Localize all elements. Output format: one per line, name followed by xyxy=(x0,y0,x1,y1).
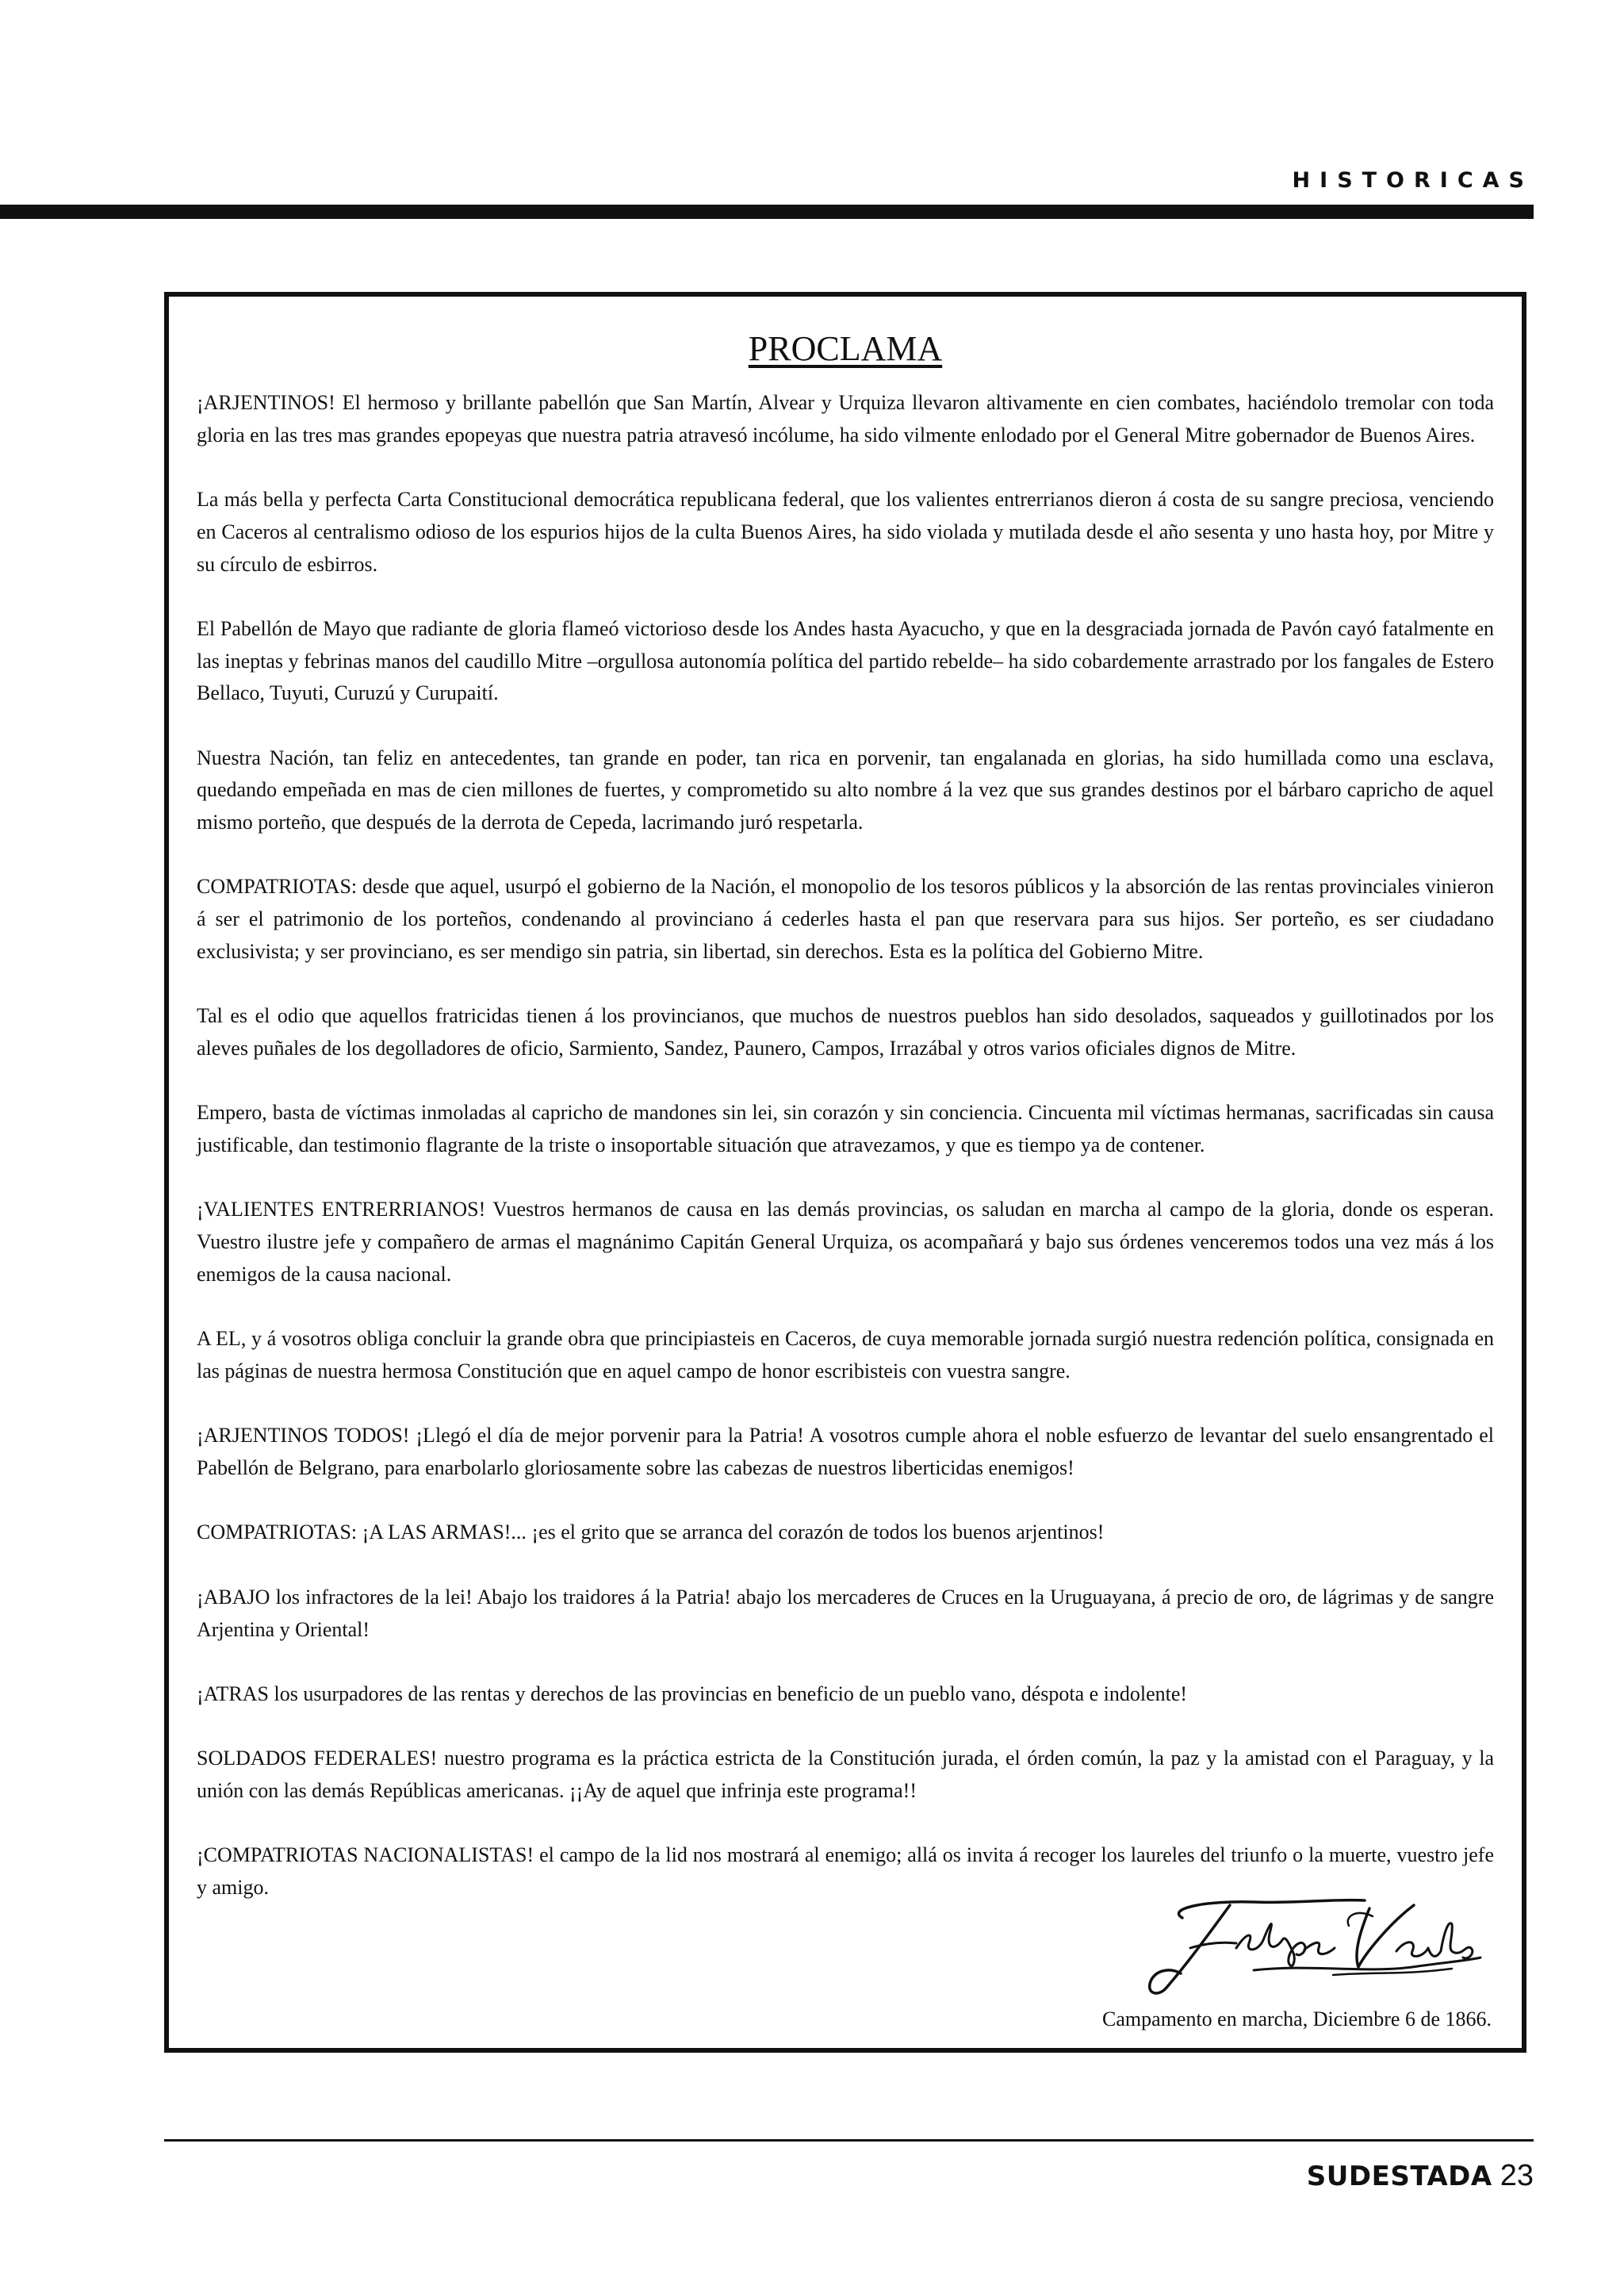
magazine-name: SUDESTADA xyxy=(1306,2161,1492,2192)
footer xyxy=(1307,2159,1534,2191)
paragraph: ¡ARJENTINOS! El hermoso y brillante pabellón que San Martín, Alvear y Urquiza llevaron altivamente en cien combates, haciéndolo tremolar con toda gloria en las tres mas grandes epopeyas que nuestra patria atravesó incólume, ha sido vilmente enlodado por el General Mitre gobernador de Buenos Aires. xyxy=(197,391,1494,447)
paragraph: La más bella y perfecta Carta Constitucional democrática republicana federal, que los valientes entrerrianos dieron á costa de su sangre preciosa, venciendo en Caceros al centralismo odioso de los espurios hijos de la culta Buenos Aires, ha sido violada y mutilada desde el año sesenta y uno hasta hoy, por Mitre y su círculo de esbirros. xyxy=(197,488,1494,576)
section-label: HISTORICAS xyxy=(1292,168,1534,193)
header-rule xyxy=(0,205,1534,219)
paragraph: ¡ARJENTINOS TODOS! ¡Llegó el día de mejor porvenir para la Patria! A vosotros cumple ahora el noble esfuerzo de levantar del suelo ensangrentado el Pabellón de Belgrano, para enarbolarlo gloriosamente sobre las cabezas de nuestros liberticidas enemigos! xyxy=(197,1424,1494,1480)
paragraph: Nuestra Nación, tan feliz en antecedentes, tan grande en poder, tan rica en porvenir, tan engalanada en glorias, ha sido humillada como una esclava, quedando empeñada en mas de cien millones de fuertes, y comprometido su alto nombre á la vez que sus grandes destinos por el bárbaro capricho de aquel mismo porteño, que después de la derrota de Cepeda, lacrimando juró respetarla. xyxy=(197,746,1494,834)
proclama-frame xyxy=(164,292,1526,2053)
signature xyxy=(1135,1885,1484,2004)
page-number: 23 xyxy=(1500,2159,1534,2192)
paragraph: Empero, basta de víctimas inmoladas al capricho de mandones sin lei, sin corazón y sin conciencia. Cincuenta mil víctimas hermanas, sacrificadas sin causa justificable, dan testimonio flagrante de la triste o insoportable situación que atravezamos, y que es tiempo ya de contener. xyxy=(197,1101,1494,1157)
proclama-body xyxy=(197,387,1494,1937)
footer-rule xyxy=(164,2139,1534,2142)
paragraph: ¡ATRAS los usurpadores de las rentas y derechos de las provincias en beneficio de un pueblo vano, déspota e indolente! xyxy=(197,1682,1188,1705)
paragraph: El Pabellón de Mayo que radiante de gloria flameó victorioso desde los Andes hasta Ayacucho, y que en la desgraciada jornada de Pavón cayó fatalmente en las ineptas y febrinas manos del caudillo Mitre –orgullosa autonomía política del partido rebelde– ha sido cobardemente arrastrado por los fangales de Estero Bellaco, Tuyuti, Curuzú y Curupaití. xyxy=(197,616,1494,705)
paragraph: A EL, y á vosotros obliga concluir la grande obra que principiasteis en Caceros, de cuya memorable jornada surgió nuestra redención política, consignada en las páginas de nuestra hermosa Constitución que en aquel campo de honor escribisteis con vuestra sangre. xyxy=(197,1327,1494,1382)
place-date: Campamento en marcha, Diciembre 6 de 1866. xyxy=(1102,2007,1492,2030)
paragraph: SOLDADOS FEDERALES! nuestro programa es la práctica estricta de la Constitución jurada, el órden común, la paz y la amistad con el Paraguay, y la unión con las demás Repúblicas americanas. ¡¡Ay de aquel que infrinja este programa!! xyxy=(197,1747,1494,1803)
proclama-title: PROCLAMA xyxy=(748,329,943,368)
paragraph: ¡ABAJO los infractores de la lei! Abajo los traidores á la Patria! abajo los mercaderes de Cruces en la Uruguayana, á precio de oro, de lágrimas y de sangre Arjentina y Oriental! xyxy=(197,1585,1494,1641)
paragraph: ¡VALIENTES ENTRERRIANOS! Vuestros hermanos de causa en las demás provincias, os saludan en marcha al campo de la gloria, donde os esperan. Vuestro ilustre jefe y compañero de armas el magnánimo Capitán General Urquiza, os acompañará y bajo sus órdenes venceremos todos una vez más á los enemigos de la causa nacional. xyxy=(197,1198,1494,1286)
paragraph: COMPATRIOTAS: ¡A LAS ARMAS!... ¡es el grito que se arranca del corazón de todos los buenos arjentinos! xyxy=(197,1520,1105,1544)
paragraph: COMPATRIOTAS: desde que aquel, usurpó el gobierno de la Nación, el monopolio de los tesoros públicos y la absorción de las rentas provinciales vinieron á ser el patrimonio de los porteños, condenando al provinciano á cederles hasta el pan que reservara para sus hijos. Ser porteño, es ser ciudadano exclusivista; y ser provinciano, es ser mendigo sin patria, sin libertad, sin derechos. Esta es la política del Gobierno Mitre. xyxy=(197,875,1494,963)
paragraph: ¡COMPATRIOTAS NACIONALISTAS! el campo de la lid nos mostrará al enemigo; allá os invita á recoger los laureles del triunfo o la muerte, vuestro jefe y amigo. xyxy=(197,1843,1494,1900)
paragraph: Tal es el odio que aquellos fratricidas tienen á los provincianos, que muchos de nuestros pueblos han sido desolados, saqueados y guillotinados por los aleves puñales de los degolladores de oficio, Sarmiento, Sandez, Paunero, Campos, Irrazábal y otros varios oficiales dignos de Mitre. xyxy=(197,1004,1494,1060)
